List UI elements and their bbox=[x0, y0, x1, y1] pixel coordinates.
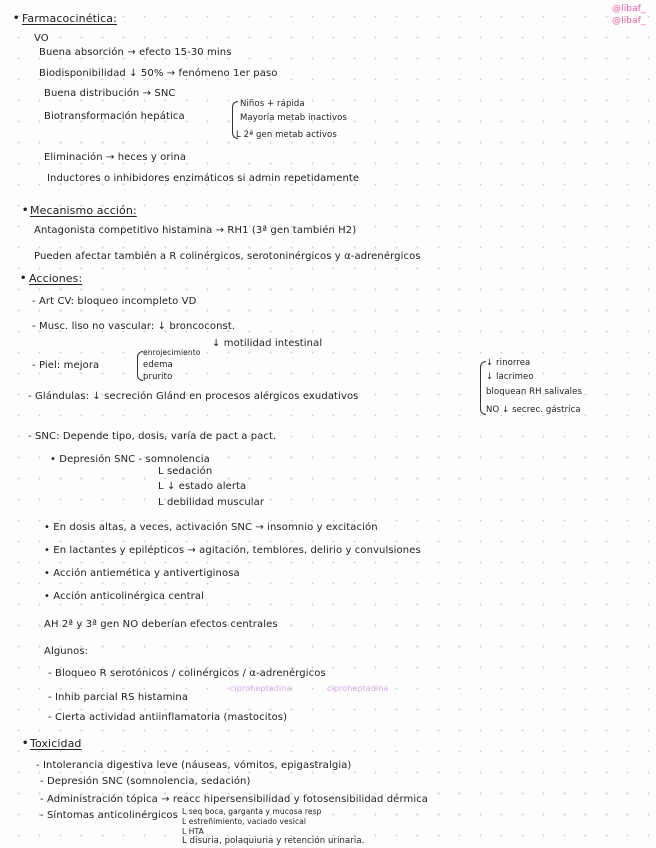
note-subitem: Mayoría metab inactivos bbox=[240, 113, 347, 123]
note-line: - Depresión SNC (somnolencia, sedación) bbox=[40, 776, 251, 787]
note-subitem: L seq boca, garganta y mucosa resp bbox=[182, 807, 322, 816]
note-subitem: enrojecimiento bbox=[143, 348, 201, 357]
section-title-toxicidad: Toxicidad bbox=[30, 737, 82, 750]
note-line: - Inhib parcial RS histamina bbox=[48, 692, 189, 703]
section-title-farmacocinetica: Farmacocinética: bbox=[22, 12, 117, 25]
note-line: Buena absorción → efecto 15-30 mins bbox=[39, 47, 232, 58]
note-line: • En dosis altas, a veces, activación SNC → insomnio y excitación bbox=[44, 522, 378, 533]
note-line: Biotransformación hepática bbox=[44, 111, 185, 122]
note-line: - Bloqueo R serotónicos / colinérgicos / α-adrenérgicos bbox=[48, 668, 326, 679]
note-subitem: L estreñimiento, vaciado vesical bbox=[182, 817, 307, 826]
note-line: Antagonista competitivo histamina → RH1 (3ª gen también H2) bbox=[34, 225, 357, 236]
subheading-algunos: Algunos: bbox=[44, 646, 89, 657]
note-line: - Síntomas anticolinérgicos bbox=[40, 810, 178, 821]
note-line: - Glándulas: ↓ secreción Glánd en procesos alérgicos exudativos bbox=[28, 391, 359, 402]
note-subitem: prurito bbox=[143, 372, 173, 382]
note-subitem: L disuria, polaquiuria y retención urinaria. bbox=[182, 836, 365, 846]
note-line: - Intolerancia digestiva leve (náuseas, vómitos, epigastralgia) bbox=[36, 760, 352, 771]
note-subitem: NO ↓ secrec. gástrica bbox=[486, 405, 581, 415]
note-line: AH 2ª y 3ª gen NO deberían efectos centrales bbox=[44, 619, 278, 630]
note-subitem: bloquean RH salivales bbox=[486, 387, 582, 397]
note-subitem: edema bbox=[143, 360, 173, 370]
faint-annotation: ciproheptadina bbox=[327, 684, 389, 693]
note-line: ↓ motilidad intestinal bbox=[212, 338, 323, 349]
note-line: - Musc. liso no vascular: ↓ broncoconst. bbox=[32, 321, 236, 332]
note-line: • En lactantes y epilépticos → agitación, temblores, delirio y convulsiones bbox=[44, 545, 421, 556]
faint-annotation: ciproheptadina bbox=[230, 684, 292, 693]
note-line: • Depresión SNC - somnolencia bbox=[50, 454, 210, 465]
bullet-dot: • bbox=[13, 13, 20, 24]
note-subitem: L 2ª gen metab activos bbox=[236, 130, 337, 140]
note-line: VO bbox=[34, 33, 49, 44]
note-line: - Cierta actividad antiinflamatoria (mastocitos) bbox=[48, 712, 288, 723]
bullet-dot: • bbox=[22, 205, 29, 216]
section-title-acciones: Acciones: bbox=[29, 272, 83, 285]
note-line: - Piel: mejora bbox=[32, 360, 100, 371]
note-line: - Art CV: bloqueo incompleto VD bbox=[32, 296, 197, 307]
note-subitem: L ↓ estado alerta bbox=[158, 481, 247, 492]
note-line: Inductores o inhibidores enzimáticos si admin repetidamente bbox=[47, 173, 360, 184]
note-subitem: ↓ lacrimeo bbox=[486, 372, 534, 382]
note-line: - SNC: Depende tipo, dosis, varía de pact a pact. bbox=[28, 431, 277, 442]
section-title-mecanismo: Mecanismo acción: bbox=[30, 204, 137, 217]
note-subitem: Niños + rápida bbox=[240, 99, 305, 109]
note-line: Eliminación → heces y orina bbox=[44, 152, 187, 163]
bullet-dot: • bbox=[20, 273, 27, 284]
note-subitem: L sedación bbox=[158, 466, 213, 477]
note-line: • Acción anticolinérgica central bbox=[44, 591, 204, 602]
watermark-1: @libaf_ bbox=[612, 4, 646, 14]
note-line: Pueden afectar también a R colinérgicos, serotoninérgicos y α-adrenérgicos bbox=[34, 251, 421, 262]
note-subitem: L debilidad muscular bbox=[158, 497, 265, 508]
bullet-dot: • bbox=[22, 738, 29, 749]
note-line: Buena distribución → SNC bbox=[44, 88, 176, 99]
watermark-2: @libaf_ bbox=[612, 16, 646, 26]
note-line: Biodisponibilidad ↓ 50% → fenómeno 1er paso bbox=[39, 68, 278, 79]
note-line: • Acción antiemética y antivertiginosa bbox=[44, 568, 240, 579]
note-subitem: ↓ rinorrea bbox=[486, 358, 531, 368]
note-line: - Administración tópica → reacc hipersensibilidad y fotosensibilidad dérmica bbox=[40, 794, 429, 805]
note-subitem: L HTA bbox=[182, 827, 204, 836]
